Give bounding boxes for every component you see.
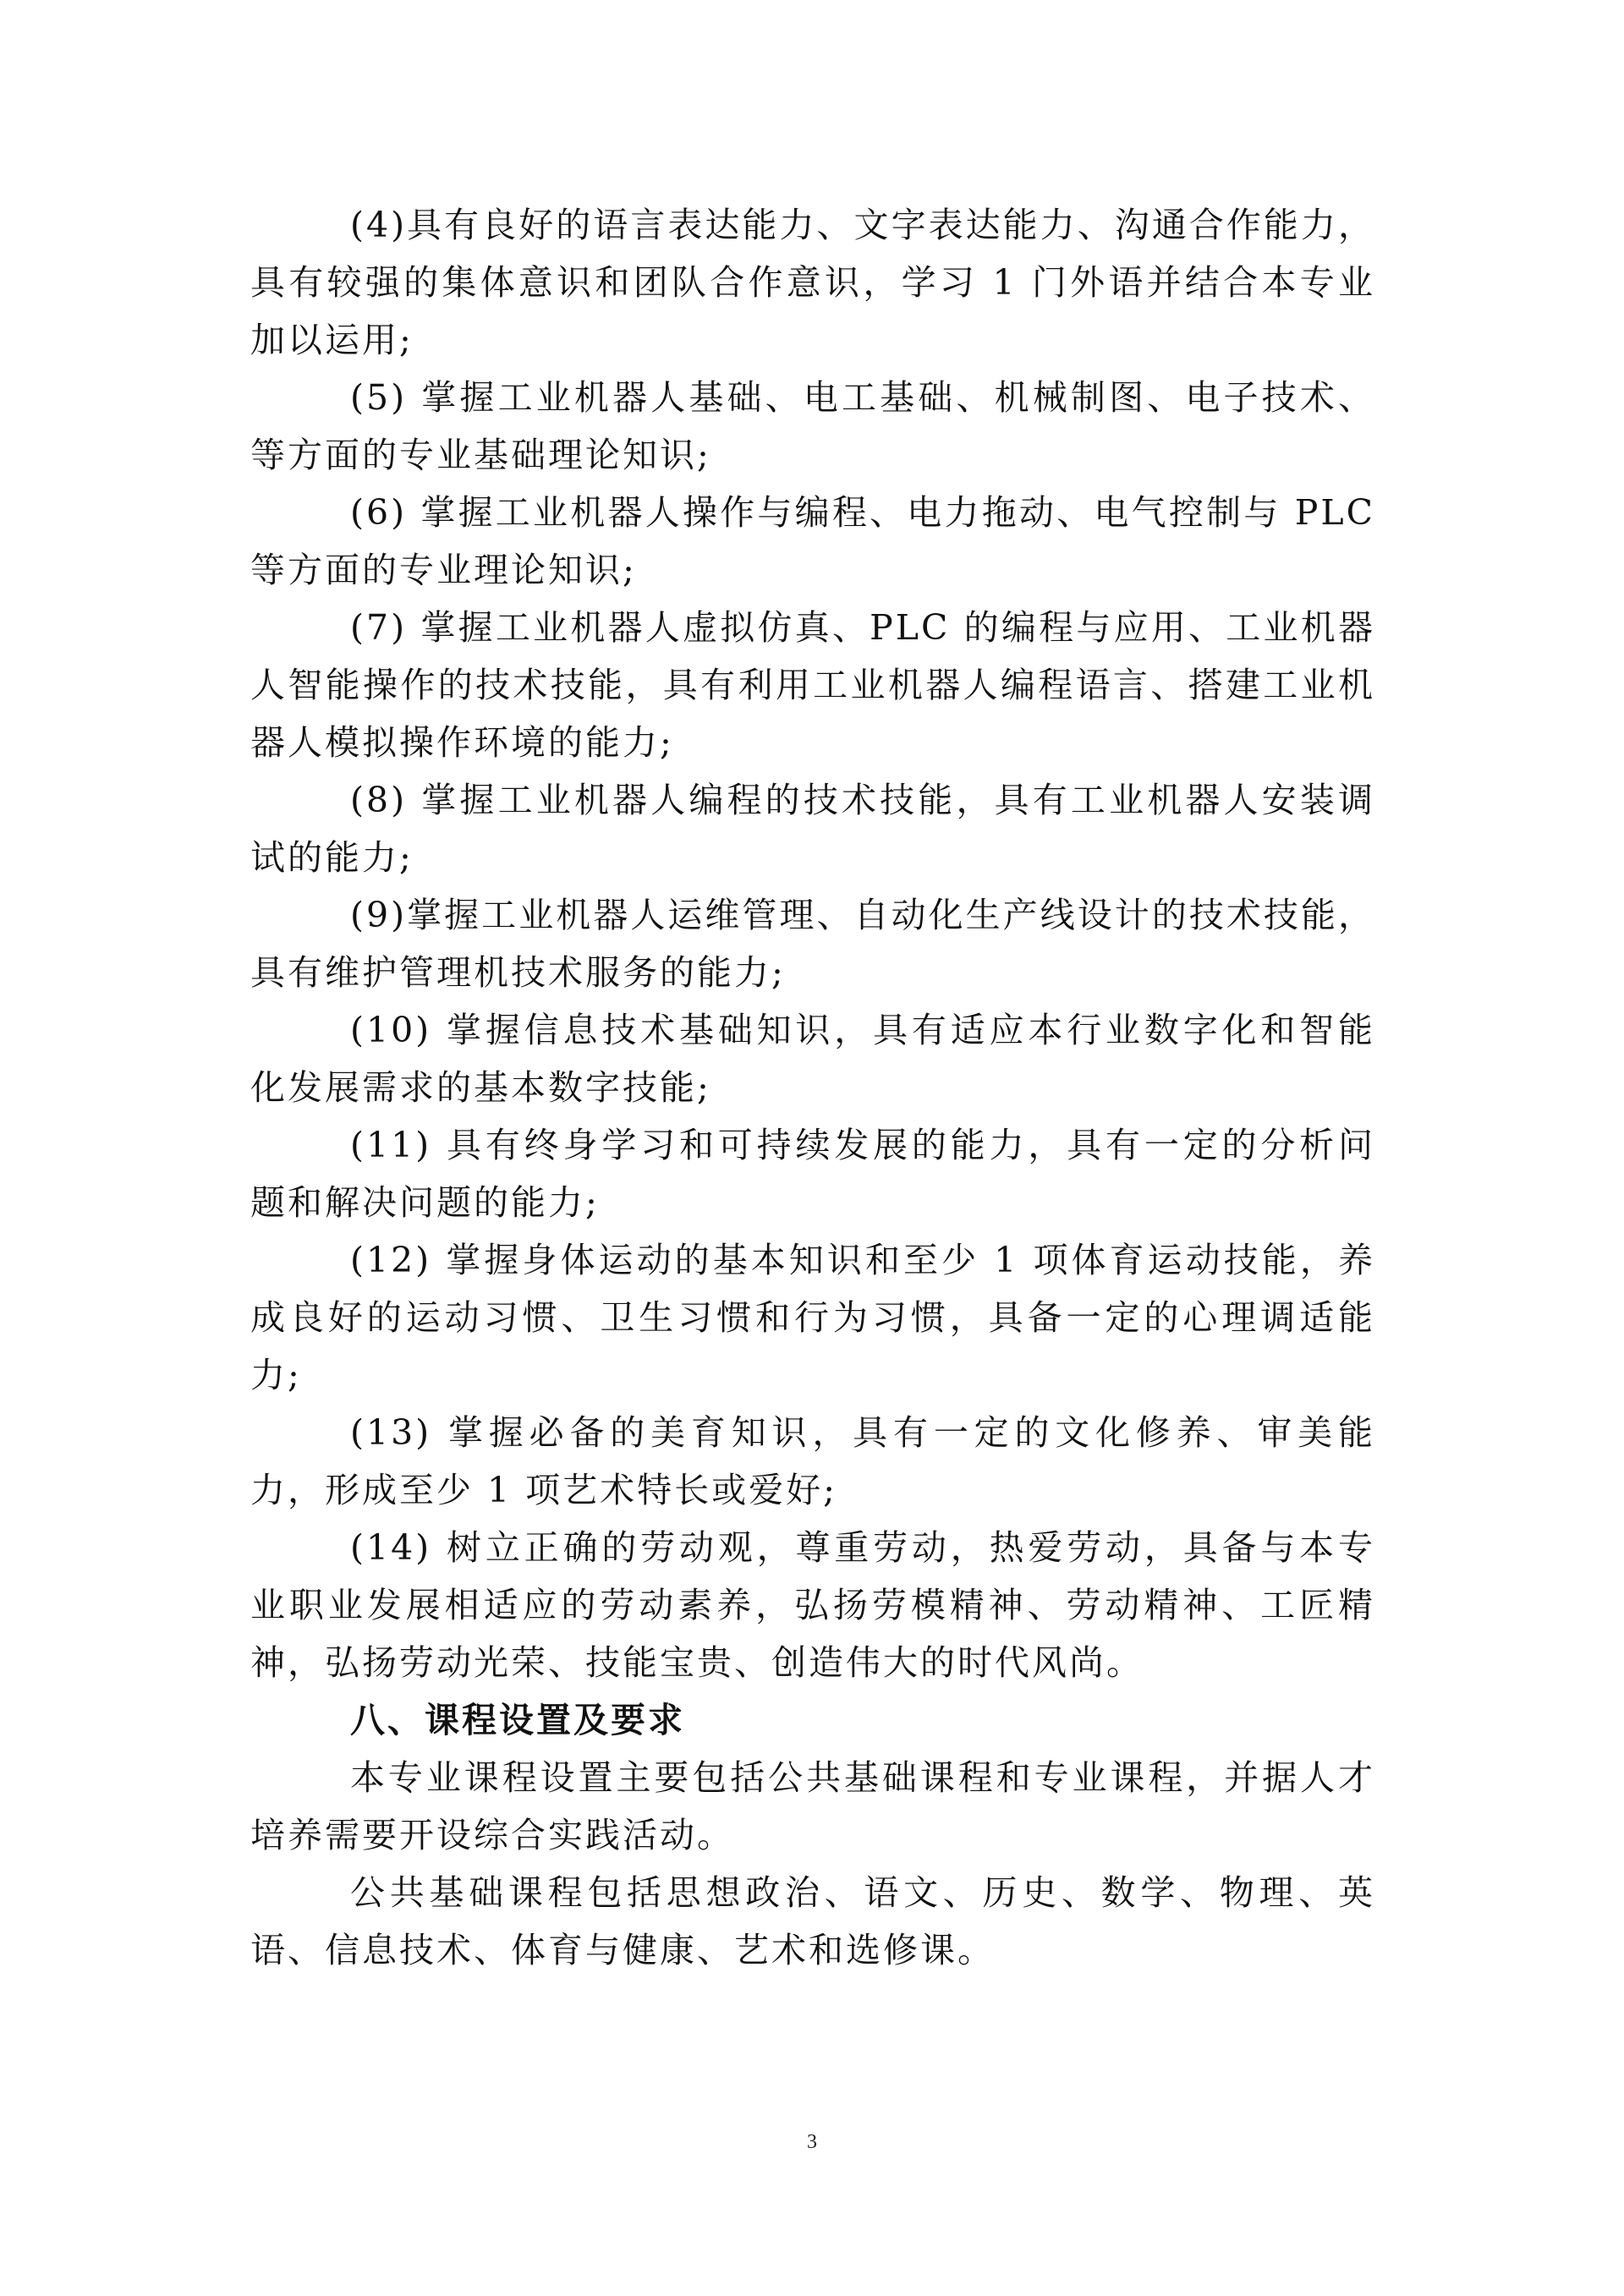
paragraph-item-7: (7) 掌握工业机器人虚拟仿真、PLC 的编程与应用、工业机器人智能操作的技术技能，具有利用工业机器人编程语言、搭建工业机器人模拟操作环境的能力; [250, 607, 1375, 763]
paragraph-item-13: (13) 掌握必备的美育知识，具有一定的文化修养、审美能力，形成至少 1 项艺术特长或爱好; [250, 1412, 1375, 1510]
paragraph-item-5: (5) 掌握工业机器人基础、电工基础、机械制图、电子技术、等方面的专业基础理论知识; [250, 377, 1375, 475]
page-number: 3 [807, 2131, 817, 2153]
section-paragraph-public-courses: 公共基础课程包括思想政治、语文、历史、数学、物理、英语、信息技术、体育与健康、艺术和选修课。 [250, 1872, 1375, 1970]
paragraph-item-9: (9)掌握工业机器人运维管理、自动化生产线设计的技术技能，具有维护管理机技术服务的能力; [250, 895, 1375, 993]
paragraph-item-11: (11) 具有终身学习和可持续发展的能力，具有一定的分析问题和解决问题的能力; [250, 1125, 1375, 1223]
paragraph-item-12: (12) 掌握身体运动的基本知识和至少 1 项体育运动技能，养成良好的运动习惯、卫生习惯和行为习惯，具备一定的心理调适能力; [250, 1240, 1375, 1395]
paragraph-item-10: (10) 掌握信息技术基础知识，具有适应本行业数字化和智能化发展需求的基本数字技能; [250, 1010, 1375, 1108]
paragraph-item-14: (14) 树立正确的劳动观，尊重劳动，热爱劳动，具备与本专业职业发展相适应的劳动素养，弘扬劳模精神、劳动精神、工匠精神，弘扬劳动光荣、技能宝贵、创造伟大的时代风尚。 [250, 1527, 1375, 1683]
page-content [250, 196, 1375, 1979]
paragraph-item-4: (4)具有良好的语言表达能力、文字表达能力、沟通合作能力，具有较强的集体意识和团队合作意识，学习 1 门外语并结合本专业加以运用; [250, 205, 1375, 360]
paragraph-item-8: (8) 掌握工业机器人编程的技术技能，具有工业机器人安装调试的能力; [250, 780, 1375, 878]
paragraph-item-6: (6) 掌握工业机器人操作与编程、电力拖动、电气控制与 PLC 等方面的专业理论知识; [250, 492, 1375, 590]
section-paragraph-curriculum: 本专业课程设置主要包括公共基础课程和专业课程，并据人才培养需要开设综合实践活动。 [250, 1757, 1375, 1855]
section-heading: 八、课程设置及要求 [350, 1700, 685, 1740]
